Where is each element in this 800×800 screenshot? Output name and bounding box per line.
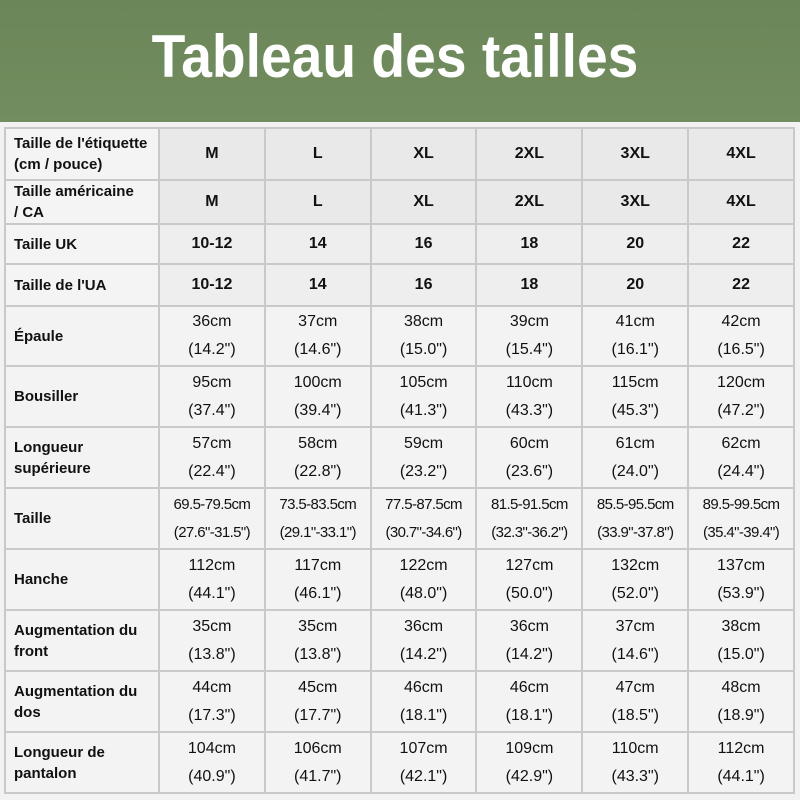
measurement-cell [688,427,794,488]
measurement-row [5,488,794,549]
cm-value: 73.5-83.5cm [279,495,357,513]
cm-value: 106cm [293,739,342,757]
size-cell: 4XL [688,128,794,180]
cm-value: 120cm [717,373,766,391]
inch-value: (41.7") [294,767,342,785]
size-cell: XL [371,128,477,180]
size-cell: 2XL [476,180,582,224]
size-cell: 3XL [582,180,688,224]
size-cell: 16 [371,264,477,306]
measurement-cell [159,549,265,610]
measurement-cell [159,732,265,793]
cm-value: 109cm [505,739,554,757]
measurement-cell [265,427,371,488]
cm-value: 104cm [187,739,236,757]
measurement-cell [582,488,688,549]
size-cell: M [159,180,265,224]
cm-value: 58cm [298,434,338,452]
inch-value: (53.9") [717,584,765,602]
inch-value: (18.1") [399,706,448,724]
size-cell: L [265,180,371,224]
inch-value: (42.9") [505,767,554,785]
measurement-cell [265,488,371,549]
inch-value: (18.5") [611,706,659,724]
measurement-cell [159,306,265,366]
measurement-cell [688,732,794,793]
measurement-cell [582,732,688,793]
size-cell: 14 [265,264,371,306]
size-cell: 20 [582,264,688,306]
cm-value: 36cm [509,617,549,635]
cm-value: 38cm [404,313,444,330]
cm-value: 62cm [721,434,761,452]
inch-value: (43.3") [505,401,554,419]
measurement-cell [582,306,688,366]
row-label-line: (cm / pouce) [14,156,103,173]
row-label [5,264,159,306]
cm-value: 85.5-95.5cm [596,495,674,513]
measurement-cell [688,610,794,671]
inch-value: (15.4") [505,341,554,358]
size-cell: 16 [371,224,477,264]
size-chart-table [4,127,795,794]
inch-value: (45.3") [611,401,659,419]
inch-value: (23.2") [399,462,448,480]
cm-value: 44cm [192,678,232,696]
cm-value: 60cm [509,434,549,452]
measurement-cell [582,366,688,427]
row-label-line: Longueur de [14,743,105,761]
inch-value: (17.3") [188,706,236,724]
cm-value: 57cm [192,434,232,452]
size-cell: 10-12 [159,224,265,264]
measurement-cell [265,549,371,610]
inch-value: (39.4") [294,401,342,419]
row-label-line: Taille américaine [14,183,134,200]
cm-value: 95cm [192,373,232,391]
row-label [5,180,159,224]
measurement-cell [582,427,688,488]
measurement-row [5,427,794,488]
measurement-cell [582,610,688,671]
inch-value: (14.2") [399,645,448,663]
measurement-cell [159,366,265,427]
measurement-cell [159,671,265,732]
measurement-cell [265,610,371,671]
cm-value: 100cm [293,373,342,391]
measurement-cell [476,366,582,427]
row-label-line: dos [14,703,41,721]
measurement-cell [476,306,582,366]
row-label-line: Longueur [14,438,84,456]
measurement-cell [371,366,477,427]
measurement-cell [476,549,582,610]
row-label [5,610,159,671]
size-cell: 10-12 [159,264,265,306]
inch-value: (24.4") [717,462,765,480]
inch-value: (17.7") [294,706,342,724]
size-cell: M [159,128,265,180]
measurement-cell [159,488,265,549]
inch-value: (22.8") [294,462,342,480]
inch-value: (16.5") [717,341,765,358]
row-label [5,488,159,549]
row-label-line: Taille UK [14,235,78,253]
cm-value: 77.5-87.5cm [385,495,462,513]
size-cell: 14 [265,224,371,264]
cm-value: 42cm [721,313,761,330]
inch-value: (15.0") [399,341,448,358]
page-title: Tableau des tailles [151,23,639,90]
measurement-cell [582,549,688,610]
inch-value: (27.6"-31.5") [173,523,251,541]
inch-value: (50.0") [505,584,554,602]
measurement-cell [371,732,477,793]
cm-value: 48cm [721,678,761,696]
inch-value: (43.3") [611,767,659,785]
inch-value: (14.2") [188,341,236,358]
size-cell: L [265,128,371,180]
inch-value: (24.0") [611,462,659,480]
cm-value: 59cm [404,434,444,452]
inch-value: (13.8") [294,645,342,663]
cm-value: 36cm [404,617,444,635]
row-label-line: supérieure [14,459,91,477]
inch-value: (14.6") [611,645,659,663]
cm-value: 132cm [611,556,660,574]
inch-value: (44.1") [717,767,765,785]
inch-value: (23.6") [505,462,554,480]
cm-value: 69.5-79.5cm [173,495,251,513]
inch-value: (32.3"-36.2") [491,523,568,541]
size-cell: XL [371,180,477,224]
cm-value: 35cm [298,617,338,635]
measurement-cell [265,732,371,793]
measurement-row [5,610,794,671]
cm-value: 110cm [611,739,659,757]
measurement-cell [371,549,477,610]
row-label-line: Taille de l'UA [14,276,107,294]
cm-value: 127cm [505,556,554,574]
cm-value: 115cm [611,373,659,391]
measurement-cell [476,610,582,671]
size-cell: 22 [688,224,794,264]
measurement-cell [265,671,371,732]
measurement-cell [476,671,582,732]
inch-value: (22.4") [188,462,236,480]
cm-value: 117cm [294,556,342,574]
measurement-cell [371,671,477,732]
size-cell: 3XL [582,128,688,180]
row-label-line: Taille de l'étiquette [14,135,148,152]
measurement-cell [159,427,265,488]
cm-value: 37cm [298,313,338,330]
measurement-row [5,671,794,732]
row-label-line: Augmentation du [14,621,138,639]
row-label [5,732,159,793]
size-cell: 4XL [688,180,794,224]
measurement-cell [371,306,477,366]
size-cell: 22 [688,264,794,306]
cm-value: 38cm [721,617,761,635]
measurement-cell [265,366,371,427]
measurement-cell [265,306,371,366]
measurement-cell [159,610,265,671]
row-label [5,671,159,732]
cm-value: 46cm [509,678,549,696]
cm-value: 89.5-99.5cm [702,495,780,513]
cm-value: 110cm [505,373,553,391]
size-row [5,264,794,306]
measurement-cell [371,427,477,488]
cm-value: 122cm [399,556,448,574]
cm-value: 137cm [717,556,766,574]
row-label-line: Taille [14,510,52,527]
measurement-cell [688,488,794,549]
cm-value: 39cm [509,313,549,330]
cm-value: 112cm [717,739,765,757]
cm-value: 46cm [404,678,444,696]
inch-value: (30.7"-34.6") [385,523,462,541]
measurement-cell [476,488,582,549]
inch-value: (52.0") [611,584,659,602]
size-cell: 18 [476,224,582,264]
size-cell: 20 [582,224,688,264]
cm-value: 47cm [615,678,655,696]
measurement-cell [476,732,582,793]
size-row [5,180,794,224]
row-label-line: Épaule [14,327,64,345]
row-label [5,306,159,366]
inch-value: (16.1") [611,341,659,358]
row-label [5,366,159,427]
measurement-row [5,549,794,610]
inch-value: (48.0") [399,584,448,602]
row-label-line: Hanche [14,571,69,588]
measurement-cell [371,488,477,549]
cm-value: 45cm [298,678,338,696]
measurement-cell [688,306,794,366]
inch-value: (47.2") [717,401,765,419]
inch-value: (46.1") [294,584,342,602]
inch-value: (33.9"-37.8") [597,523,674,541]
measurement-cell [371,610,477,671]
inch-value: (44.1") [188,584,236,602]
inch-value: (41.3") [399,401,448,419]
cm-value: 81.5-91.5cm [491,495,568,513]
size-cell: 18 [476,264,582,306]
inch-value: (35.4"-39.4") [702,523,780,541]
title-banner [0,0,800,122]
size-row [5,128,794,180]
cm-value: 61cm [615,434,655,452]
row-label-line: Bousiller [14,388,79,405]
row-label [5,224,159,264]
inch-value: (29.1"-33.1") [279,523,356,541]
inch-value: (18.9") [717,706,765,724]
inch-value: (37.4") [188,401,236,419]
measurement-row [5,366,794,427]
measurement-cell [688,366,794,427]
inch-value: (40.9") [188,767,236,785]
row-label [5,427,159,488]
inch-value: (15.0") [717,645,765,663]
cm-value: 35cm [192,617,232,635]
measurement-cell [476,427,582,488]
measurement-cell [688,671,794,732]
inch-value: (13.8") [188,645,236,663]
row-label-line: / CA [14,204,44,221]
cm-value: 36cm [192,313,232,330]
measurement-row [5,306,794,366]
measurement-row [5,732,794,793]
size-cell: 2XL [476,128,582,180]
row-label-line: pantalon [14,764,77,782]
row-label-line: front [14,642,49,660]
row-label [5,128,159,180]
row-label-line: Augmentation du [14,682,138,700]
cm-value: 112cm [188,556,236,574]
cm-value: 37cm [615,617,655,635]
measurement-cell [688,549,794,610]
inch-value: (14.2") [505,645,554,663]
cm-value: 41cm [615,313,655,330]
inch-value: (42.1") [399,767,448,785]
inch-value: (18.1") [505,706,554,724]
measurement-cell [582,671,688,732]
row-label [5,549,159,610]
inch-value: (14.6") [294,341,342,358]
cm-value: 107cm [399,739,448,757]
size-row [5,224,794,264]
cm-value: 105cm [399,373,448,391]
